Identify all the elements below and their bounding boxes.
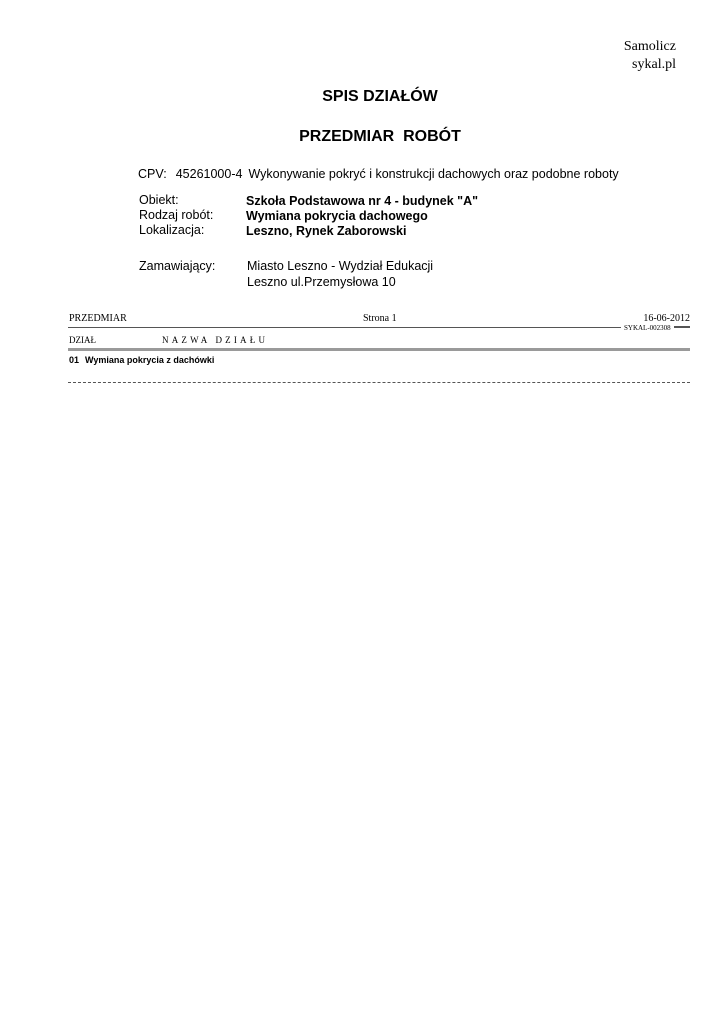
- document-subtitle: PRZEDMIAR ROBÓT: [299, 128, 461, 145]
- row-number: 01: [69, 355, 80, 365]
- company-site: sykal.pl: [632, 57, 676, 72]
- column-header-rule: [68, 348, 690, 351]
- page-date: 16-06-2012: [643, 313, 690, 324]
- company-name: Samolicz: [623, 39, 676, 54]
- zamawiajacy-line1: Miasto Leszno - Wydział Edukacji: [247, 259, 434, 273]
- table-end-rule: [68, 382, 690, 383]
- header-rule: [68, 327, 690, 328]
- obiekt-value: Szkoła Podstawowa nr 4 - budynek "A": [246, 194, 479, 208]
- lokalizacja-value: Leszno, Rynek Zaborowski: [246, 224, 407, 238]
- rodzaj-value: Wymiana pokrycia dachowego: [246, 209, 428, 223]
- document-code: SYKAL-002308: [621, 324, 674, 332]
- page-header-left: PRZEDMIAR: [69, 313, 127, 324]
- header-rule-end: [674, 326, 690, 328]
- zamawiajacy-label: Zamawiający:: [139, 259, 216, 273]
- cpv-code: 45261000-4: [175, 167, 243, 181]
- cpv-label: CPV:: [138, 167, 167, 181]
- table-row: [69, 355, 214, 365]
- page-number: Strona 1: [363, 313, 397, 324]
- row-name: Wymiana pokrycia z dachówki: [85, 355, 215, 365]
- zamawiajacy-line2: Leszno ul.Przemysłowa 10: [247, 275, 396, 289]
- document-title: SPIS DZIAŁÓW: [322, 88, 438, 105]
- column-header-nazwa: NAZWA DZIAŁU: [162, 335, 269, 345]
- obiekt-label: Obiekt:: [139, 193, 179, 207]
- cpv-description: Wykonywanie pokryć i konstrukcji dachowych oraz podobne roboty: [248, 167, 619, 181]
- cpv-line: [138, 167, 619, 181]
- column-header-dzial: DZIAŁ: [69, 335, 96, 345]
- company-header: [624, 38, 676, 74]
- rodzaj-label: Rodzaj robót:: [139, 208, 214, 222]
- lokalizacja-label: Lokalizacja:: [139, 223, 205, 237]
